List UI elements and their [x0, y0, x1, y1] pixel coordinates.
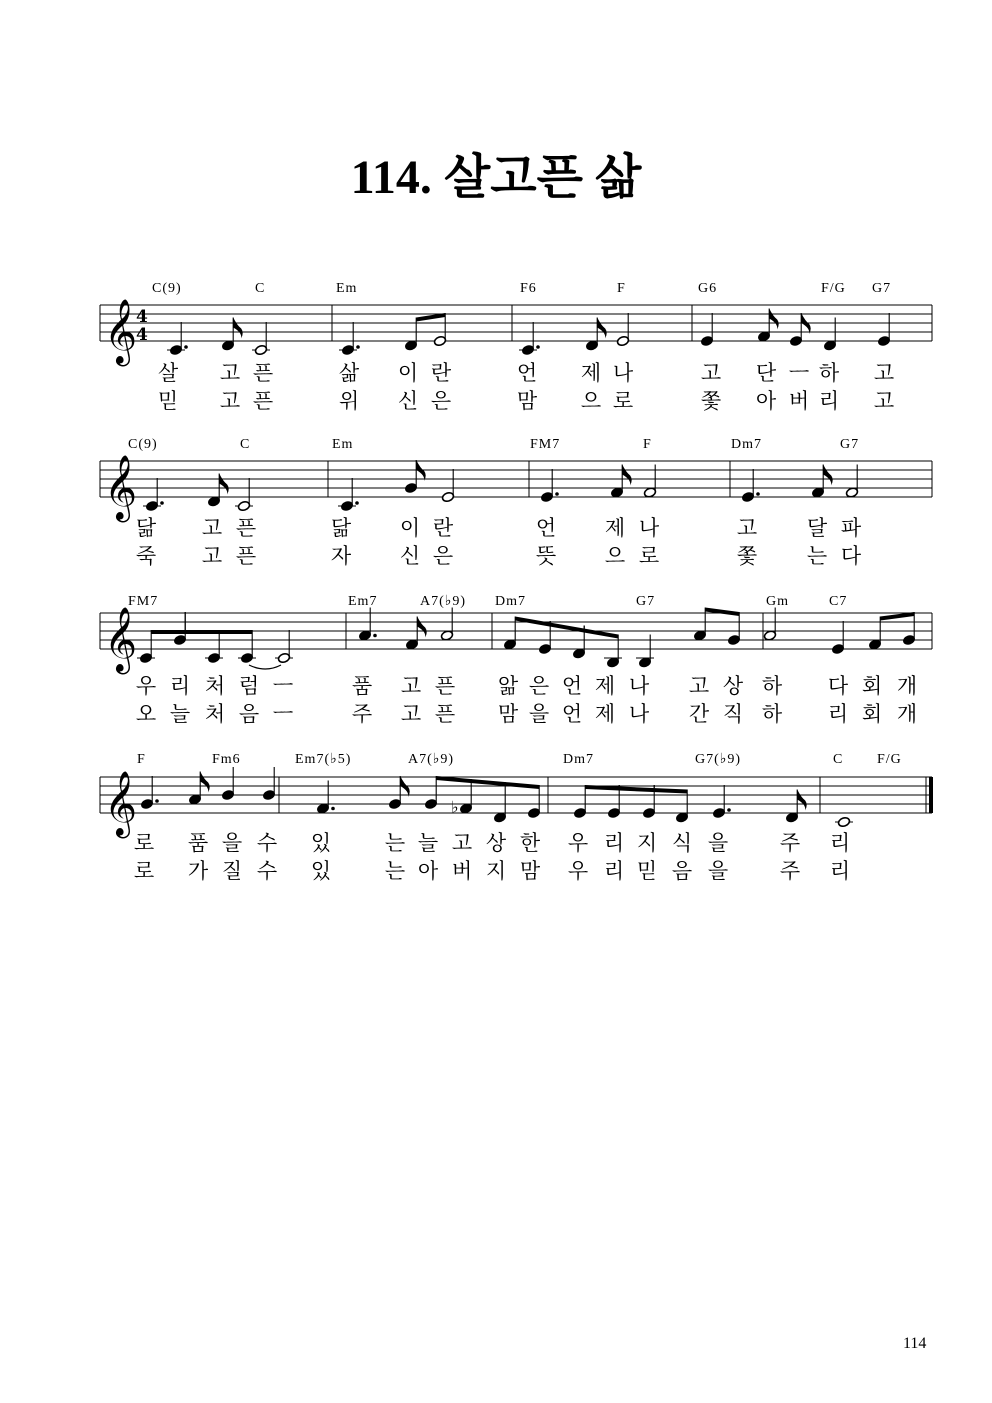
notehead [785, 812, 798, 823]
lyric-syllable: ㅡ [272, 702, 294, 726]
lyric-syllable: 상 [722, 674, 744, 698]
note [275, 630, 293, 664]
lyric-syllable: 로 [638, 544, 660, 568]
notehead [140, 798, 153, 809]
music-system [100, 437, 932, 568]
notehead [262, 789, 275, 800]
dot [160, 501, 164, 505]
lyric-syllable: 리 [818, 389, 840, 413]
notehead [675, 812, 688, 823]
lyric-syllable: 고 [400, 702, 422, 726]
notehead [433, 335, 446, 346]
lyric-syllable: ㅡ [788, 361, 810, 385]
note [262, 767, 275, 801]
note [221, 767, 234, 801]
lyric-syllable: 늘 [417, 831, 439, 855]
lyric-syllable: 앎 [497, 674, 519, 698]
lyric-syllable: 살 [157, 361, 179, 385]
lyric-syllable: 우 [567, 859, 589, 883]
beam [436, 776, 539, 789]
lyric-syllable: 으 [604, 544, 626, 568]
flag [797, 790, 807, 811]
chord-symbol: F6 [520, 281, 537, 296]
lyric-syllable: 믿 [636, 859, 658, 883]
chord-symbol: F/G [821, 281, 846, 296]
lyric-syllable: 식 [671, 831, 693, 855]
lyric-syllable: 는 [384, 831, 406, 855]
lyric-syllable: 고 [219, 389, 241, 413]
tie [249, 665, 281, 669]
lyric-syllable: 수 [256, 859, 278, 883]
music-system [100, 594, 932, 726]
note [137, 630, 155, 664]
lyric-syllable: 맘 [497, 702, 519, 726]
lyric-syllable: 고 [201, 544, 223, 568]
notehead [240, 652, 253, 663]
flag [233, 318, 243, 339]
notehead [173, 634, 186, 645]
lyric-syllable: 처 [204, 674, 226, 698]
notehead [868, 639, 881, 650]
note [877, 313, 890, 347]
chord-symbol: Em [332, 437, 354, 452]
dot [355, 501, 359, 505]
chord-symbol: C [240, 437, 251, 452]
lyric-syllable: 쫓 [736, 544, 758, 568]
notehead [405, 639, 418, 650]
notehead [643, 487, 656, 498]
treble-clef-icon: 𝄞 [104, 607, 138, 672]
lyric-syllable: 픈 [252, 361, 274, 385]
chord-symbol: FM7 [530, 437, 561, 452]
notehead [823, 340, 836, 351]
flag [823, 465, 833, 486]
note [712, 785, 730, 819]
lyric-syllable: 언 [535, 516, 557, 540]
lyric-syllable: 고 [201, 516, 223, 540]
chord-symbol: Gm [766, 594, 789, 609]
notehead [712, 807, 725, 818]
lyric-syllable: 간 [688, 702, 710, 726]
chord-symbol: A7(♭9) [408, 752, 455, 767]
lyric-syllable: 버 [788, 389, 810, 413]
note [573, 785, 586, 819]
lyric-syllable: 우 [567, 831, 589, 855]
lyric-syllable: 는 [806, 544, 828, 568]
music-system [100, 752, 933, 883]
chord-symbol: G7 [872, 281, 892, 296]
lyric-syllable: 나 [612, 361, 634, 385]
lyric-syllable: 주 [779, 859, 801, 883]
lyric-syllable: 제 [604, 516, 626, 540]
flag [219, 474, 229, 495]
lyric-syllable: 음 [238, 702, 260, 726]
lyric-syllable: 아 [755, 389, 777, 413]
chord-symbol: C7 [829, 594, 848, 609]
flag [769, 309, 779, 330]
lyric-syllable: 은 [430, 389, 452, 413]
notehead [877, 335, 890, 346]
notehead [538, 643, 551, 654]
notehead [837, 816, 850, 827]
lyric-syllable: 처 [204, 702, 226, 726]
notehead [503, 639, 516, 650]
lyric-syllable: 리 [827, 702, 849, 726]
lyric-syllable: 오 [135, 702, 157, 726]
flag [417, 617, 427, 638]
lyric-syllable: 닮 [135, 516, 157, 540]
lyric-syllable: 있 [310, 831, 332, 855]
lyric-syllable: 리 [829, 831, 851, 855]
notehead [616, 335, 629, 346]
time-signature-numerator: 4 [136, 307, 148, 327]
notehead [221, 340, 234, 351]
lyric-syllable: 고 [700, 361, 722, 385]
chord-symbol: C [833, 752, 844, 767]
note [700, 313, 713, 347]
notehead [527, 807, 540, 818]
lyric-syllable: 가 [187, 859, 209, 883]
lyric-syllable: 상 [485, 831, 507, 855]
notehead [845, 487, 858, 498]
treble-clef-icon: 𝄞 [104, 771, 138, 836]
lyric-syllable: 한 [519, 831, 541, 855]
lyric-syllable: 지 [485, 859, 507, 883]
dot [536, 345, 540, 349]
notehead [441, 491, 454, 502]
lyric-syllable: 개 [896, 702, 918, 726]
lyric-syllable: 픈 [434, 674, 456, 698]
note [727, 612, 740, 646]
lyric-syllable: 로 [133, 831, 155, 855]
notehead [254, 344, 267, 355]
lyric-syllable: 고 [688, 674, 710, 698]
lyric-syllable: 픈 [235, 516, 257, 540]
lyric-syllable: 수 [256, 831, 278, 855]
chord-symbol: C [255, 281, 266, 296]
lyric-syllable: 픈 [235, 544, 257, 568]
chord-symbol: Em7(♭5) [295, 752, 352, 767]
lyric-syllable: 제 [580, 361, 602, 385]
notehead [585, 340, 598, 351]
chord-symbol: G7 [636, 594, 656, 609]
lyric-syllable: 은 [528, 674, 550, 698]
flag [200, 772, 210, 793]
notehead [404, 482, 417, 493]
note [540, 469, 558, 503]
chord-symbol: F [643, 437, 652, 452]
flat-icon: ♭ [451, 797, 459, 817]
dot [356, 345, 360, 349]
notehead [521, 344, 534, 355]
chord-symbol: Dm7 [731, 437, 762, 452]
lyric-syllable: 언 [561, 674, 583, 698]
lyric-syllable: 리 [829, 859, 851, 883]
chord-symbol: FM7 [128, 594, 159, 609]
lyric-syllable: 신 [397, 389, 419, 413]
chord-symbol: Fm6 [212, 752, 241, 767]
notehead [341, 344, 354, 355]
lyric-syllable: 고 [219, 361, 241, 385]
time-signature-denominator: 4 [136, 325, 148, 345]
lyric-syllable: 단 [755, 361, 777, 385]
note [338, 478, 359, 512]
note [789, 313, 810, 347]
lyric-syllable: 픈 [434, 702, 456, 726]
lyric-syllable: 주 [351, 702, 373, 726]
notehead [763, 630, 776, 641]
note [616, 313, 629, 347]
lyric-syllable: 쫓 [700, 389, 722, 413]
lyric-syllable: 제 [594, 674, 616, 698]
beam [151, 630, 252, 634]
dot [184, 345, 188, 349]
lyric-syllable: 은 [432, 544, 454, 568]
lyric-syllable: 회 [861, 674, 883, 698]
notehead [493, 812, 506, 823]
lyric-syllable: 픈 [252, 389, 274, 413]
note [404, 460, 425, 494]
dot [727, 808, 731, 812]
lyric-syllable: 품 [351, 674, 373, 698]
treble-clef-icon: 𝄞 [104, 299, 138, 364]
notehead [572, 648, 585, 659]
lyric-syllable: 주 [779, 831, 801, 855]
lyric-syllable: 다 [827, 674, 849, 698]
notehead [316, 803, 329, 814]
note [173, 612, 186, 646]
notehead [388, 798, 401, 809]
final-barline-thick [929, 777, 933, 813]
lyric-syllable: 하 [761, 674, 783, 698]
lyric-syllable: 나 [638, 516, 660, 540]
chord-symbol: Dm7 [563, 752, 594, 767]
chord-symbol: C(9) [128, 437, 158, 452]
lyric-syllable: 뜻 [535, 544, 557, 568]
lyric-syllable: 늘 [169, 702, 191, 726]
chord-symbol: F [617, 281, 626, 296]
lyric-syllable: 파 [840, 516, 862, 540]
lyric-syllable: 믿 [157, 389, 179, 413]
chord-symbol: Dm7 [495, 594, 526, 609]
lyric-syllable: 나 [628, 702, 650, 726]
notehead [642, 807, 655, 818]
lyric-syllable: 이 [397, 361, 419, 385]
page-title: 114. 살고픈 삶 [350, 151, 642, 204]
lyric-syllable: 로 [133, 859, 155, 883]
lyric-syllable: 럼 [238, 674, 260, 698]
notehead [404, 340, 417, 351]
lyric-syllable: 자 [330, 544, 352, 568]
notehead [573, 807, 586, 818]
lyric-syllable: 질 [221, 859, 243, 883]
note [205, 630, 223, 664]
lyric-syllable: ㅡ [272, 674, 294, 698]
lyric-syllable: 나 [628, 674, 650, 698]
lyric-syllable: 을 [707, 831, 729, 855]
lyric-syllable: 맘 [519, 859, 541, 883]
lyric-syllable: 회 [861, 702, 883, 726]
note [235, 478, 253, 512]
treble-clef-icon: 𝄞 [104, 455, 138, 520]
notehead [139, 652, 152, 663]
dot [756, 492, 760, 496]
note [831, 621, 844, 655]
note [140, 776, 158, 810]
note [143, 478, 164, 512]
lyric-syllable: 리 [169, 674, 191, 698]
chord-symbol: Em [336, 281, 358, 296]
chord-symbol: F/G [877, 752, 902, 767]
chord-symbol: G6 [698, 281, 718, 296]
lyric-syllable: 을 [707, 859, 729, 883]
dot [331, 807, 335, 811]
lyric-syllable: 언 [516, 361, 538, 385]
lyric-syllable: 이 [399, 516, 421, 540]
notehead [188, 794, 201, 805]
notehead [789, 335, 802, 346]
lyric-syllable: 하 [818, 361, 840, 385]
notehead [757, 331, 770, 342]
lyric-syllable: 리 [603, 831, 625, 855]
lyric-syllable: 란 [432, 516, 454, 540]
lyric-syllable: 삶 [338, 361, 360, 385]
lyric-syllable: 을 [221, 831, 243, 855]
dot [555, 492, 559, 496]
note [741, 469, 759, 503]
notehead [540, 491, 553, 502]
note [527, 785, 540, 819]
notehead [440, 630, 453, 641]
lyric-syllable: 다 [840, 544, 862, 568]
beam [515, 617, 618, 639]
lyric-syllable: 지 [636, 831, 658, 855]
lyric-syllable: 버 [451, 859, 473, 883]
lyric-syllable: 죽 [135, 544, 157, 568]
lyric-syllable: 는 [384, 859, 406, 883]
note [835, 816, 853, 827]
lyric-syllable: 위 [338, 389, 360, 413]
notehead [607, 807, 620, 818]
dot [373, 634, 377, 638]
lyric-syllable: 을 [528, 702, 550, 726]
notehead [207, 496, 220, 507]
beam [705, 608, 739, 617]
notehead [727, 634, 740, 645]
notehead [169, 344, 182, 355]
chord-symbol: F [137, 752, 146, 767]
lyric-syllable: 고 [873, 389, 895, 413]
flag [597, 318, 607, 339]
lyric-syllable: 언 [561, 702, 583, 726]
lyric-syllable: 음 [671, 859, 693, 883]
flag [622, 465, 632, 486]
notehead [741, 491, 754, 502]
notehead [459, 803, 472, 814]
lyric-syllable: 직 [722, 702, 744, 726]
note [238, 630, 256, 664]
notehead [358, 630, 371, 641]
lyric-syllable: 고 [736, 516, 758, 540]
lyric-syllable: 란 [430, 361, 452, 385]
notehead [237, 500, 250, 511]
notehead [902, 634, 915, 645]
lyric-syllable: 으 [580, 389, 602, 413]
note [339, 322, 360, 356]
notehead [221, 789, 234, 800]
notehead [145, 500, 158, 511]
lyric-syllable: 닮 [330, 516, 352, 540]
note [252, 322, 270, 356]
notehead [340, 500, 353, 511]
chord-symbol: Em7 [348, 594, 378, 609]
chord-symbol: G7 [840, 437, 860, 452]
dot [155, 799, 159, 803]
note [388, 776, 409, 810]
lyric-syllable: 제 [594, 702, 616, 726]
lyric-syllable: 우 [135, 674, 157, 698]
lyric-syllable: 고 [451, 831, 473, 855]
note [167, 322, 188, 356]
notehead [811, 487, 824, 498]
lyric-syllable: 맘 [516, 389, 538, 413]
lyric-syllable: 신 [399, 544, 421, 568]
notehead [610, 487, 623, 498]
notehead [831, 643, 844, 654]
notehead [693, 630, 706, 641]
note [424, 776, 437, 810]
lyric-syllable: 고 [400, 674, 422, 698]
chord-symbol: A7(♭9) [420, 594, 467, 609]
notehead [606, 657, 619, 668]
notehead [424, 798, 437, 809]
notehead [277, 652, 290, 663]
lyric-syllable: 품 [187, 831, 209, 855]
lyric-syllable: 있 [310, 859, 332, 883]
lyric-syllable: 리 [603, 859, 625, 883]
lyric-syllable: 달 [806, 516, 828, 540]
music-system [100, 281, 932, 413]
note [441, 469, 454, 503]
notehead [700, 335, 713, 346]
page-number: 114 [903, 1335, 927, 1352]
notehead [638, 657, 651, 668]
lyric-syllable: 아 [417, 859, 439, 883]
lyric-syllable: 하 [761, 702, 783, 726]
chord-symbol: C(9) [152, 281, 182, 296]
chord-symbol: G7(♭9) [695, 752, 742, 767]
lyric-syllable: 고 [873, 361, 895, 385]
notehead [207, 652, 220, 663]
lyric-syllable: 로 [612, 389, 634, 413]
lyric-syllable: 개 [896, 674, 918, 698]
note [519, 322, 540, 356]
